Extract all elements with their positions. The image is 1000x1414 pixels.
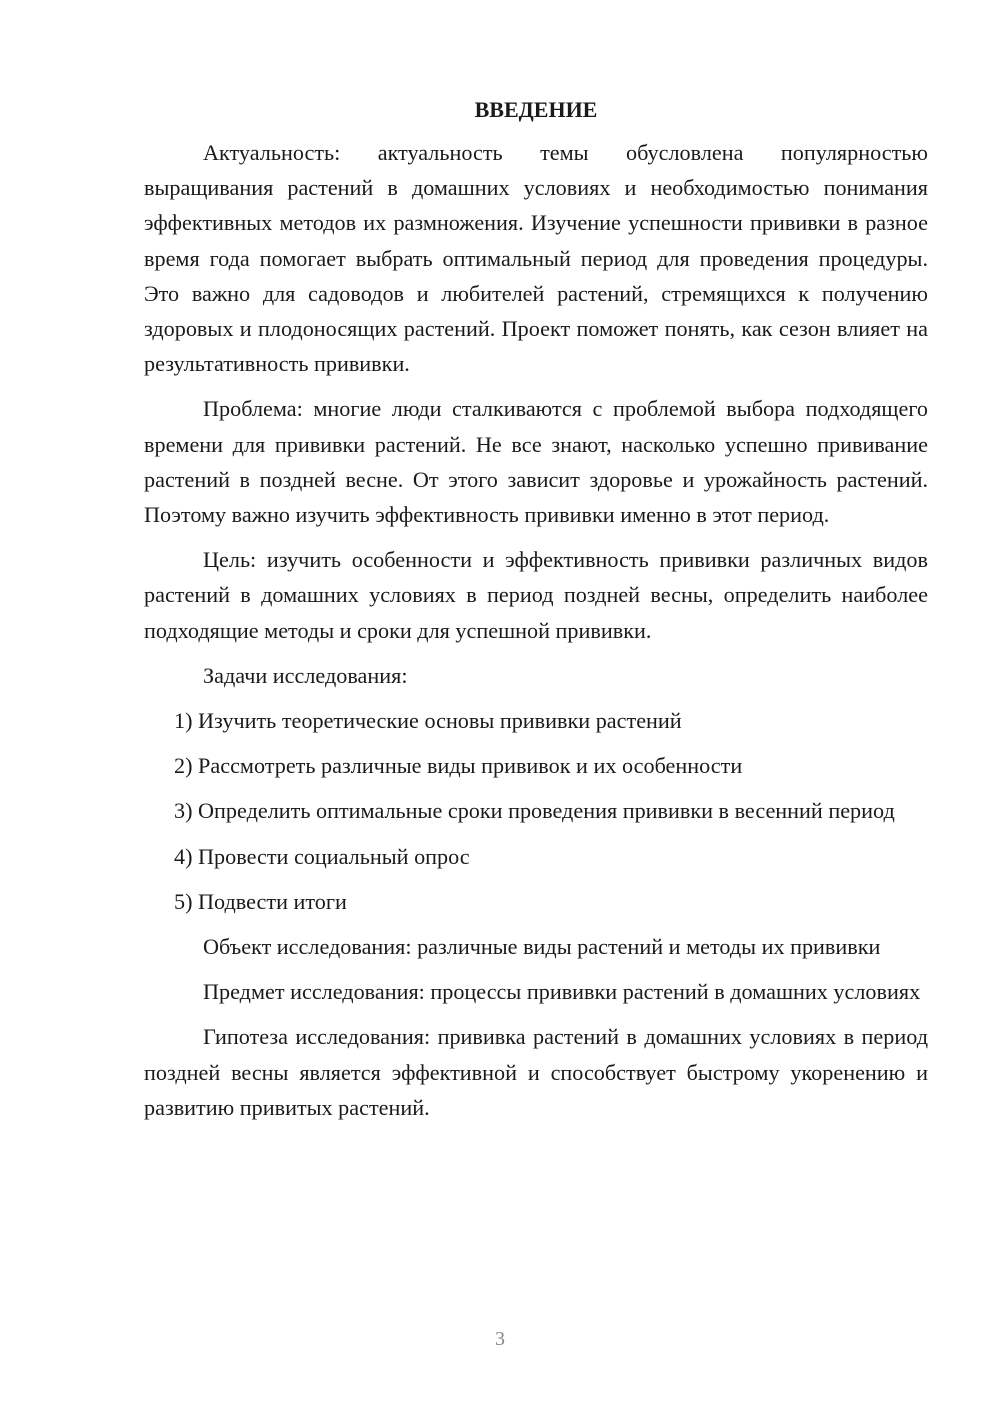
section-title: ВВЕДЕНИЕ — [474, 97, 598, 122]
paragraph-object: Объект исследования: различные виды растений и методы их прививки — [203, 934, 881, 960]
task-item-2: 2) Рассмотреть различные виды прививок и их особенности — [174, 753, 743, 779]
paragraph-subject: Предмет исследования: процессы прививки растений в домашних условиях — [203, 979, 921, 1005]
task-item-4: 4) Провести социальный опрос — [174, 843, 470, 869]
task-item-5: 5) Подвести итоги — [174, 888, 347, 914]
page-number: 3 — [495, 1328, 505, 1350]
paragraph-relevance: Актуальность: актуальность темы обусловлена популярностью выращивания растений в домашних условиях и необходимостью понимания эффективных методов их размножения. Изучение успешности прививки в разное время года помогает выбрать оптимальный период для проведения процедуры. Это важно для садоводов и любителей растений, стремящихся к получению здоровых и плодоносящих растений. Проект поможет понять, как сезон влияет на результативность прививки. — [144, 140, 928, 377]
task-item-1: 1) Изучить теоретические основы прививки растений — [174, 708, 682, 734]
paragraph-goal: Цель: изучить особенности и эффективность прививки различных видов растений в домашних условиях в период поздней весны, определить наиболее подходящие методы и сроки для успешной прививки. — [144, 547, 928, 643]
document-body — [144, 95, 928, 1135]
paragraph-hypothesis: Гипотеза исследования: прививка растений в домашних условиях в период поздней весны является эффективной и способствует быстрому укоренению и развитию привитых растений. — [144, 1024, 928, 1120]
task-item-3: 3) Определить оптимальные сроки проведения прививки в весенний период — [174, 798, 895, 824]
tasks-heading: Задачи исследования: — [203, 662, 408, 688]
paragraph-problem: Проблема: многие люди сталкиваются с проблемой выбора подходящего времени для прививки растений. Не все знают, насколько успешно прививание растений в поздней весне. От этого зависит здоровье и урожайность растений. Поэтому важно изучить эффективность прививки именно в этот период. — [144, 396, 928, 528]
